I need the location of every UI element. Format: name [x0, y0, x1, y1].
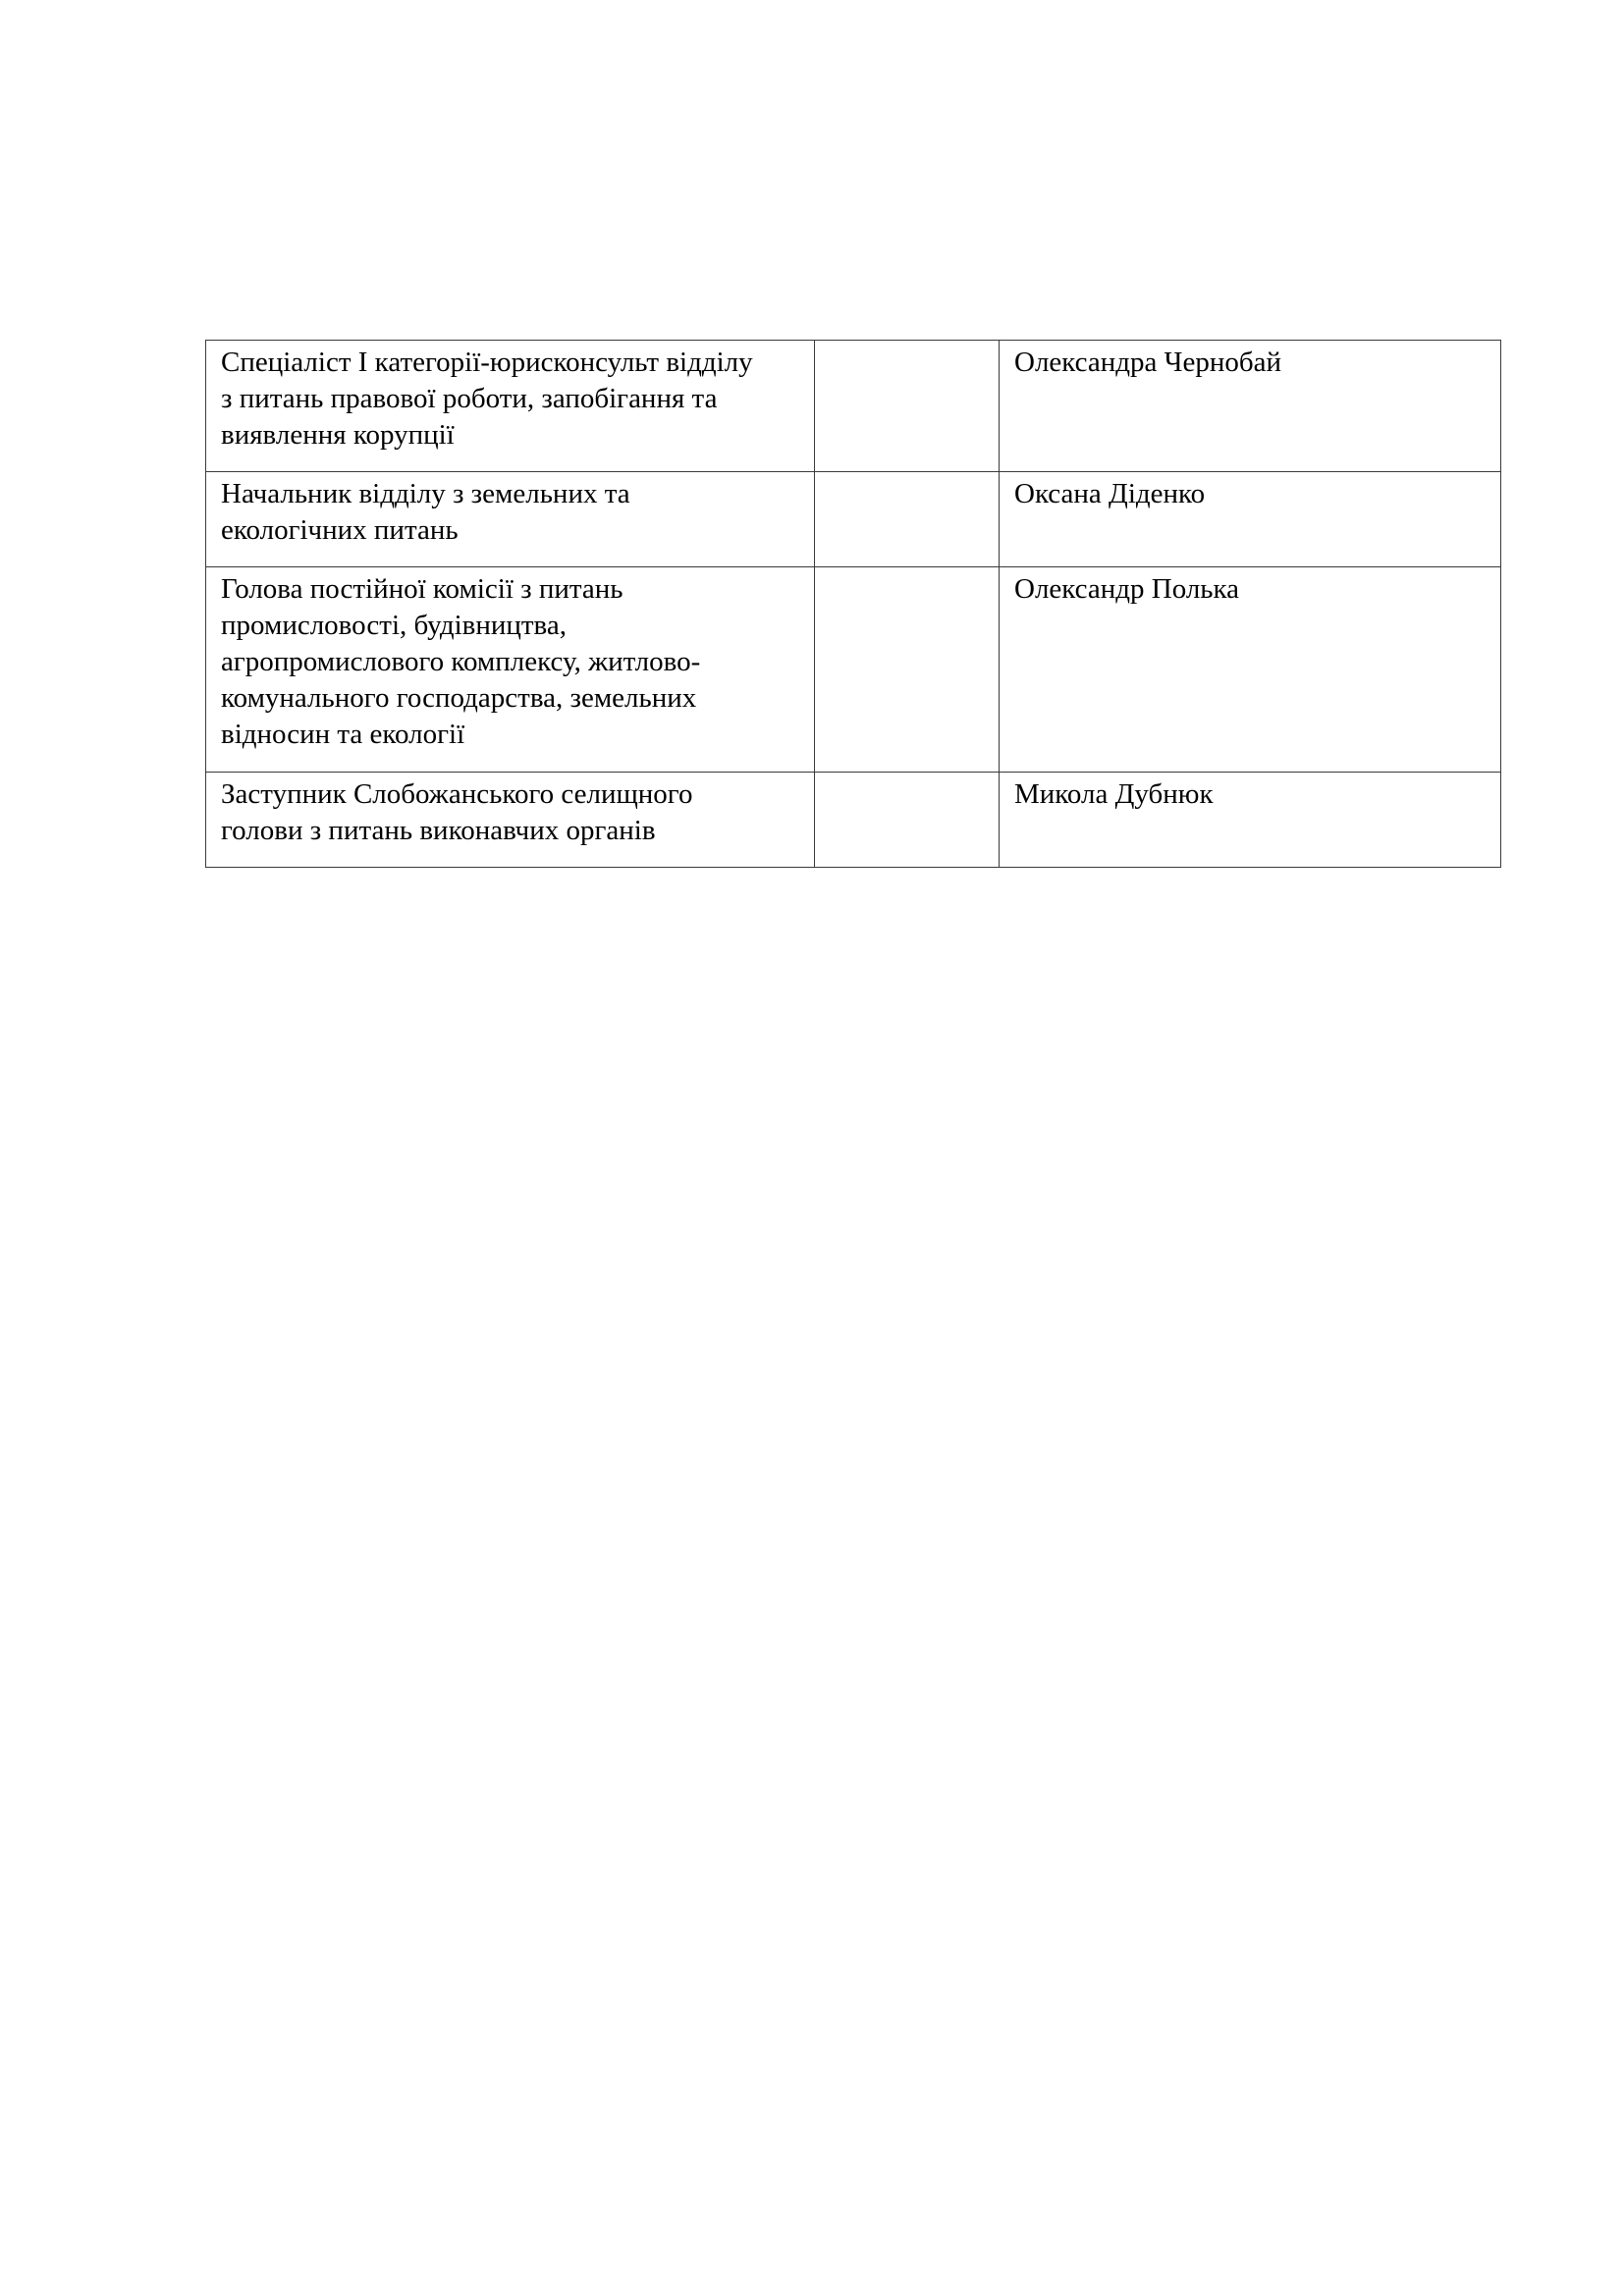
position-text: Начальник відділу з земельних та екологічних питань [221, 478, 630, 546]
signature-cell [815, 567, 1000, 773]
position-cell [206, 341, 815, 472]
position-text: Заступник Слобожанського селищного голови з питань виконавчих органів [221, 778, 693, 846]
table-row [206, 472, 1501, 567]
signature-cell [815, 773, 1000, 868]
table-row [206, 773, 1501, 868]
position-text: Спеціаліст І категорії-юрисконсульт відділу з питань правової роботи, запобігання та виявлення корупції [221, 347, 753, 451]
name-cell: Микола Дубнюк [1000, 773, 1501, 868]
signature-cell [815, 341, 1000, 472]
signature-cell [815, 472, 1000, 567]
position-cell [206, 472, 815, 567]
approval-table [205, 340, 1501, 868]
table-row [206, 567, 1501, 773]
name-cell: Олександра Чернобай [1000, 341, 1501, 472]
position-cell [206, 567, 815, 773]
name-cell: Олександр Полька [1000, 567, 1501, 773]
position-text: Голова постійної комісії з питань промисловості, будівництва, агропромислового комплексу, житлово- комунального господарства, земельних відносин та екології [221, 573, 701, 750]
name-cell: Оксана Діденко [1000, 472, 1501, 567]
table-row [206, 341, 1501, 472]
position-cell [206, 773, 815, 868]
